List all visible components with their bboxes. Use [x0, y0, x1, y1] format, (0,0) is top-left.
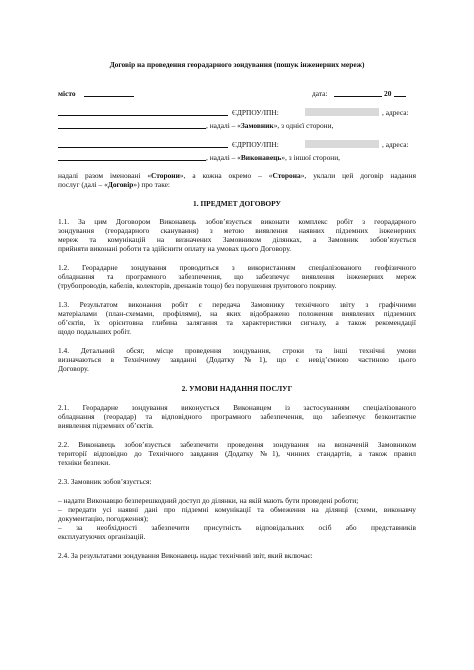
section-1-3-line: матеріалами (план-схемами, профілями), на яких відображено положення виявлених підземних — [58, 309, 416, 318]
section-1-3-line: щодо подальших робіт. — [58, 327, 131, 336]
section-2-2-line: техніки безпеки. — [58, 458, 111, 467]
section-1-heading: 1. ПРЕДМЕТ ДОГОВОРУ — [193, 199, 281, 208]
intro-line-2: послуг (далі – «Договір») про таке: — [58, 180, 170, 189]
customer-edrpou-field — [305, 108, 379, 116]
section-2-1-line: виявлення підземних об’єктів. — [58, 421, 154, 430]
section-1-1-line: мереж та комунікацій на визначених Замовником ділянках, а Замовник зобов’язується — [58, 235, 416, 244]
date-label: дата: — [312, 89, 328, 98]
section-2-2-line: території відповідно до Технічного завдання (Додатку №1), чинних стандартів, а також правил — [58, 449, 416, 458]
section-2-2-line: 2.2. Виконавець зобов’язується забезпечити проведення зондування на визначеній Замовником — [58, 440, 416, 449]
contractor-address-label: , адреса: — [382, 140, 409, 149]
bullet-item: – надати Виконавцю безперешкодний доступ до ділянки, на якій мають бути проведені роботи; — [58, 496, 359, 505]
contractor-role: , надалі – «Виконавець», з іншої сторони, — [206, 153, 341, 162]
bullet-item: – передати усі наявні дані про підземні комунікації та обмеження на ділянці (схеми, виконавчу — [58, 505, 416, 514]
city-blank — [84, 90, 134, 97]
customer-address-label: , адреса: — [382, 108, 409, 117]
section-1-1-line: прийняти виконані роботи та здійснити оплату на умовах цього Договору. — [58, 244, 291, 253]
contractor-name-blank — [58, 141, 228, 148]
bullet-item: документацію, погодження); — [58, 514, 149, 523]
section-2-1-line: 2.1. Георадарне зондування виконується Виконавцем із застосуванням спеціалізованого — [58, 403, 416, 412]
section-2-4-line: 2.4. За результатами зондування Виконавець надає технічний звіт, який включає: — [58, 551, 313, 560]
document-title: Договір на проведення георадарного зондування (пошук інженерних мереж) — [109, 60, 365, 69]
contractor-edrpou-field — [305, 140, 379, 148]
contractor-edrpou-label: ЄДРПОУ/ІПН: — [232, 140, 279, 149]
section-1-3-line: 1.3. Результатом виконання робіт є передача Замовнику технічного звіту з графічними — [58, 300, 416, 309]
section-1-2-line: 1.2. Георадарне зондування проводиться з використанням спеціалізованого геофізичного — [58, 263, 416, 272]
section-1-2-line: (трубопроводів, кабелів, колекторів, дренажів тощо) без порушення ґрунтового покриву. — [58, 281, 337, 290]
year-blank — [394, 90, 406, 97]
section-1-4-line: Договору. — [58, 364, 89, 373]
section-1-1-line: 1.1. За цим Договором Виконавець зобов’язується виконати комплекс робіт з георадарного — [58, 217, 416, 226]
contractor-address-blank — [58, 154, 206, 161]
section-1-1-line: зондування (георадарного сканування) з метою виявлення наявних підземних інженерних — [58, 226, 416, 235]
section-2-3-line: 2.3. Замовник зобов’язується: — [58, 477, 152, 486]
date-year: 20 — [384, 89, 392, 98]
bullet-item: експлуатуючих організацій. — [58, 532, 146, 541]
customer-edrpou-label: ЄДРПОУ/ІПН: — [232, 108, 279, 117]
customer-name-blank — [58, 109, 228, 116]
customer-role: , надалі – «Замовник», з однієї сторони, — [206, 121, 334, 130]
customer-address-blank — [58, 122, 206, 129]
section-1-4-line: 1.4. Детальний обсяг, місце проведення зондування, строки та інші технічні умови — [58, 346, 416, 355]
section-1-2-line: обладнання та програмного забезпечення, що забезпечує виявлення інженерних мереж — [58, 272, 416, 281]
intro-line-1: надалі разом іменовані «Сторони», а кожна окремо – «Сторона», уклали цей договір надання — [58, 171, 416, 180]
bullet-item: – за необхідності забезпечити присутність відповідальних осіб або представників — [58, 523, 416, 532]
date-blank — [334, 90, 382, 97]
section-2-1-line: обладнання (георадар) та відповідного програмного забезпечення, що забезпечує безконтактне — [58, 412, 416, 421]
city-label: місто — [58, 89, 76, 98]
section-1-4-line: визначаються в Технічному завданні (Додатку №1), що є невід’ємною частиною цього — [58, 355, 416, 364]
section-1-3-line: об’єктів, їх орієнтовна глибина залягання та характеристики сигналу, а також рекомендації — [58, 318, 416, 327]
section-2-heading: 2. УМОВИ НАДАННЯ ПОСЛУГ — [181, 384, 293, 393]
